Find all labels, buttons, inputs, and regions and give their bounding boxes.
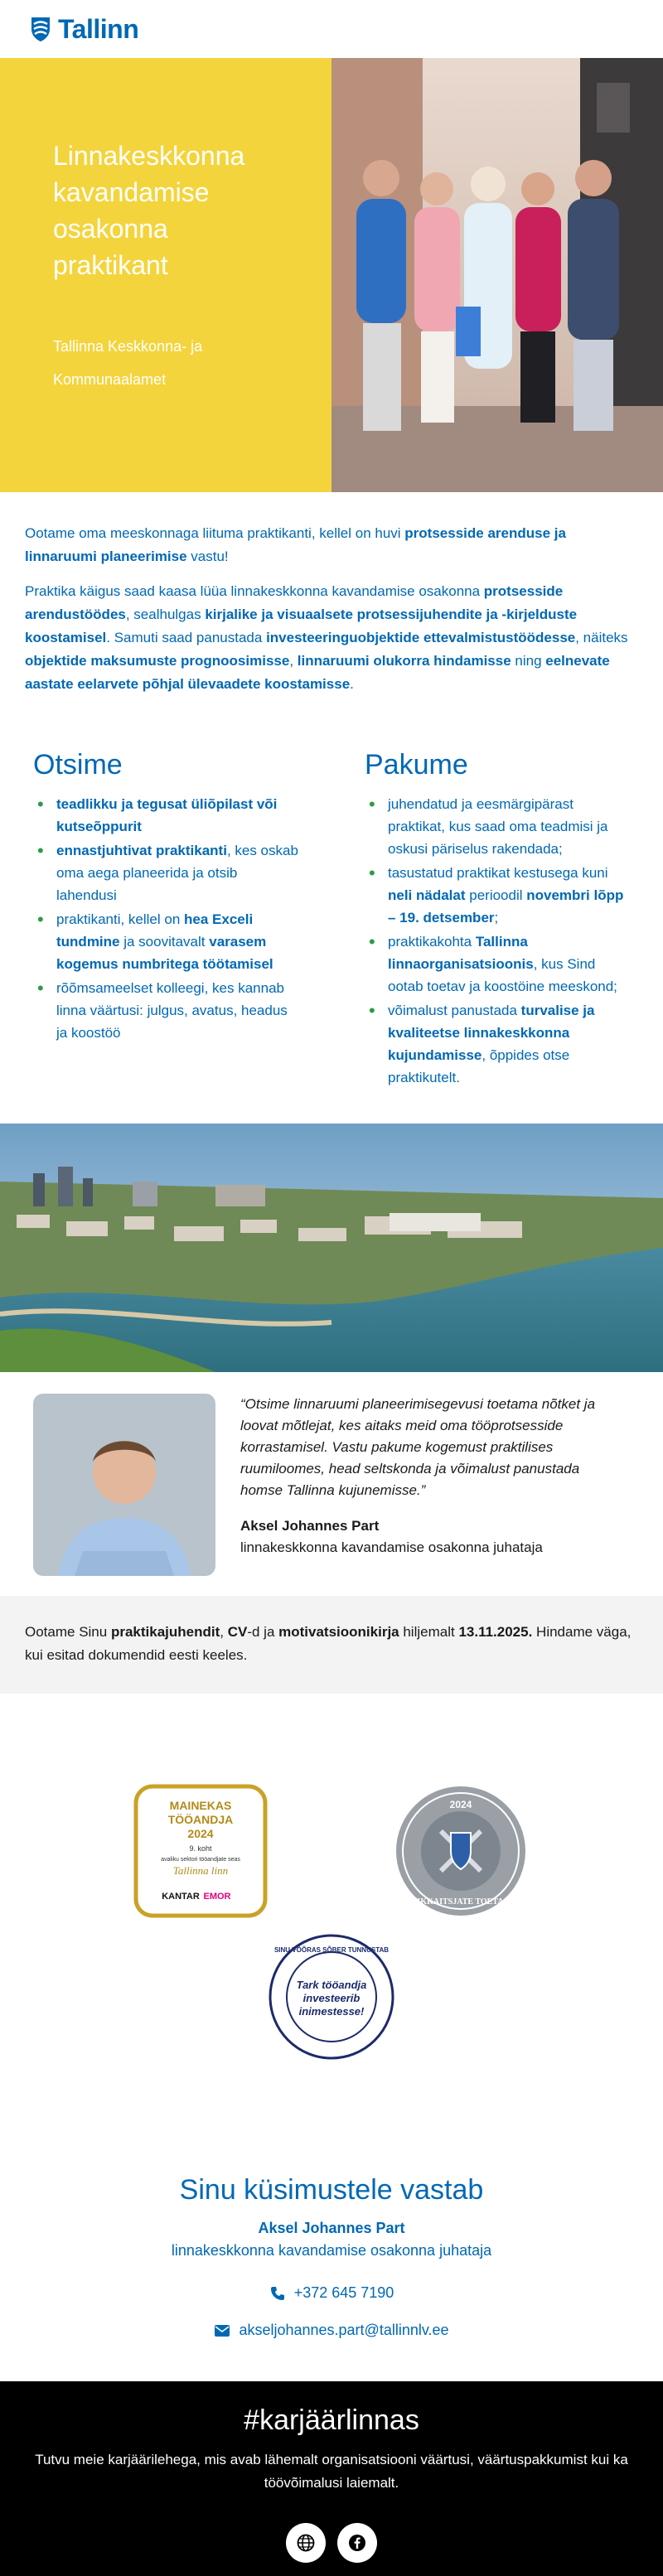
hero-subtitle-line: Kommunaalamet xyxy=(53,371,167,388)
hero-title-line: kavandamise xyxy=(53,177,210,207)
text-span: , õppides otse praktikutelt. xyxy=(388,1047,570,1085)
badge-desc: avaliku sektori tööandjate seas xyxy=(161,1857,240,1863)
text-span: Ootame Sinu xyxy=(25,1624,111,1640)
apply-notice xyxy=(0,1596,663,1694)
hero-title-line: osakonna xyxy=(53,214,168,244)
text-span: . xyxy=(350,676,354,692)
avatar xyxy=(33,1394,215,1576)
quote-body xyxy=(215,1394,597,1596)
text-span: praktikanti, kellel on xyxy=(56,911,185,927)
text-bold: novembri lõpp – 19. detsember xyxy=(388,887,624,926)
offer-columns xyxy=(0,708,663,1090)
text-bold: objektide maksumuste prognoosimisse xyxy=(25,653,290,669)
team-photo xyxy=(332,58,663,492)
otsime-title: Otsime xyxy=(33,749,123,781)
text-span: Hindame väga, kui esitad dokumendid eesti keeles. xyxy=(25,1624,632,1663)
text-bold: 13.11.2025. xyxy=(458,1624,533,1640)
text-bold: motivatsioonikirja xyxy=(278,1624,399,1640)
list-item xyxy=(33,793,300,838)
hero-title-line: praktikant xyxy=(53,250,168,280)
site-header xyxy=(0,0,663,58)
text-bold: praktikajuhendit xyxy=(110,1624,220,1640)
text-span: ; xyxy=(494,910,499,926)
text-bold: protsesside arendustöödes xyxy=(25,583,564,622)
text-span: ning xyxy=(511,653,546,669)
footer-text: Tutvu meie karjäärilehega, mis avab lähemalt organisatsiooni väärtusi, väärtuspakkumist kui ka töövõimalusi laiemalt. xyxy=(35,2452,628,2491)
text-span: perioodil xyxy=(465,887,527,903)
list-item xyxy=(365,999,632,1089)
contact-email[interactable]: akseljohannes.part@tallinnlv.ee xyxy=(239,2322,449,2338)
list-item xyxy=(365,862,632,929)
text-span: , sealhulgas xyxy=(125,607,206,622)
contact-phone[interactable]: +372 645 7190 xyxy=(293,2284,394,2301)
text-span: , kus Sind ootab toetav ja koostöine meeskond; xyxy=(388,956,617,994)
tallinn-logo[interactable] xyxy=(30,14,138,45)
text-span: juhendatud ja eesmärgipärast praktikat, kus saad oma teadmisi ja oskusi päriselus rakendada; xyxy=(388,796,608,857)
badge-line2: TÖÖANDJA xyxy=(167,1813,234,1826)
text-span: , näiteks xyxy=(575,630,628,645)
riik-year: 2024 xyxy=(449,1799,472,1810)
text-bold: protsesside arenduse ja linnaruumi planeerimise xyxy=(25,525,566,564)
text-span: , kes oskab oma aega planeerida ja otsib lahendusi xyxy=(56,843,298,903)
mail-icon xyxy=(214,2324,230,2337)
text-bold: varasem kogemus numbritega töötamisel xyxy=(56,934,273,972)
text-span: Praktika käigus saad kaasa lüüa linnakeskkonna kavandamise osakonna xyxy=(25,583,484,599)
text-span: tasustatud praktikat kestusega kuni xyxy=(388,865,608,881)
website-link[interactable] xyxy=(286,2523,326,2563)
tallinn-shield-icon xyxy=(30,16,51,42)
text-bold: linnaruumi olukorra hindamisse xyxy=(297,653,511,669)
hero-subtitle xyxy=(53,330,298,396)
text-span: ja soovitavalt xyxy=(119,934,210,950)
pakume-column xyxy=(332,749,663,1090)
apply-text xyxy=(25,1621,638,1667)
text-span: vastu! xyxy=(186,549,229,564)
badge-rank: 9. koht xyxy=(189,1844,212,1853)
text-bold: turvalise ja kvaliteetse linnakeskkonna kujundamisse xyxy=(388,1003,595,1063)
facebook-icon xyxy=(348,2534,366,2552)
list-item xyxy=(33,839,300,906)
text-span: praktikakohta xyxy=(388,934,476,950)
text-span: rõõmsameelset kolleegi, kes kannab linna väärtusi: julgus, avatus, headus ja koostöö xyxy=(56,980,288,1041)
hero-title-line: Linnakeskkonna xyxy=(53,141,245,171)
career-footer xyxy=(0,2381,663,2576)
vooras-line1: Tark tööandja xyxy=(296,1979,367,1991)
quote-text: “Otsime linnaruumi planeerimisegevusi toetama nõtket ja loovat mõtlejat, kes aitaks meid oma tööprotsesside korrastamisel. Vastu pakume kogemust praktilises ruumiloomes, head seltskonda ja võimalust panustada homse Tallinna kujunemisse.” xyxy=(240,1396,596,1498)
text-bold: eelnevate aastate eelarvete põhjal ülevaadete koostamisse xyxy=(25,653,610,692)
text-span: , xyxy=(220,1624,228,1640)
city-aerial-photo xyxy=(0,1124,663,1372)
text-bold: CV xyxy=(227,1624,248,1640)
quote-section xyxy=(0,1372,663,1596)
kantar-text: KANTAR xyxy=(162,1892,200,1902)
badge-year: 2024 xyxy=(187,1827,214,1840)
text-bold: investeeringuobjektide ettevalmistustöödesse xyxy=(266,630,576,645)
vooras-line2: investeerib xyxy=(302,1992,361,2004)
facebook-link[interactable] xyxy=(337,2523,377,2563)
contact-role: linnakeskkonna kavandamise osakonna juhataja xyxy=(171,2242,492,2259)
footer-title: #karjäärlinnas xyxy=(244,2404,419,2436)
vooras-ring-text: SINU VÕÕRAS SÕBER TUNNUSTAB xyxy=(273,1946,390,1954)
text-span: -d ja xyxy=(247,1624,279,1640)
emor-text: EMOR xyxy=(203,1892,231,1902)
hero-subtitle-line: Tallinna Keskkonna- ja xyxy=(53,338,203,355)
social-links xyxy=(0,2523,663,2563)
hero-section xyxy=(0,58,663,492)
pakume-list xyxy=(365,793,632,1089)
list-item xyxy=(365,930,632,998)
text-bold: Tallinna linnaorganisatsioonis xyxy=(388,934,534,972)
contact-name: Aksel Johannes Part xyxy=(258,2220,405,2236)
badge-org: Tallinna linn xyxy=(172,1864,229,1877)
otsime-column xyxy=(0,749,332,1090)
quote-author-role: linnakeskkonna kavandamise osakonna juhataja xyxy=(240,1539,543,1555)
text-span: Ootame oma meeskonnaga liituma praktikanti, kellel on huvi xyxy=(25,525,405,541)
riik-text: RIIKKAITSJATE TOETAJA xyxy=(408,1897,514,1907)
list-item xyxy=(365,793,632,860)
text-span: , xyxy=(289,653,298,669)
riigikaitsjate-toetaja-badge xyxy=(393,1783,529,1923)
text-bold: neli nädalat xyxy=(388,887,466,903)
intro-paragraph-2 xyxy=(25,580,638,696)
list-item xyxy=(33,908,300,975)
text-span: . Samuti saad panustada xyxy=(106,630,267,645)
logo-text: Tallinn xyxy=(58,13,139,44)
tark-tooandja-badge xyxy=(267,1932,396,2066)
vooras-line3: inimestesse! xyxy=(298,2005,365,2018)
quote-author-name: Aksel Johannes Part xyxy=(240,1518,380,1534)
badge-line1: MAINEKAS xyxy=(169,1799,232,1812)
contact-section xyxy=(0,2174,663,2381)
intro-paragraph-1 xyxy=(25,522,638,568)
contact-title: Sinu küsimustele vastab xyxy=(179,2174,484,2206)
pakume-title: Pakume xyxy=(365,749,468,781)
award-badges xyxy=(0,1694,663,2174)
hero-text-panel xyxy=(0,58,332,492)
text-bold: hea Exceli tundmine xyxy=(56,911,254,950)
phone-icon xyxy=(269,2285,286,2302)
otsime-list xyxy=(33,793,300,1044)
text-span: võimalust panustada xyxy=(388,1003,521,1018)
list-item xyxy=(33,977,300,1044)
contact-email-row[interactable] xyxy=(0,2322,663,2339)
hero-title xyxy=(53,138,298,283)
text-span: hiljemalt xyxy=(399,1624,459,1640)
text-bold: ennastjuhtivat praktikanti xyxy=(56,843,227,858)
globe-icon xyxy=(297,2534,315,2552)
text-bold: kirjalike ja visuaalsete protsessijuhendite ja -kirjelduste koostamisel xyxy=(25,607,578,645)
text-bold: teadlikku ja tegusat üliõpilast või kutseõppurit xyxy=(56,796,278,834)
intro-section xyxy=(0,492,663,696)
contact-phone-row[interactable] xyxy=(0,2284,663,2302)
mainekas-tooandja-badge xyxy=(133,1783,269,1923)
